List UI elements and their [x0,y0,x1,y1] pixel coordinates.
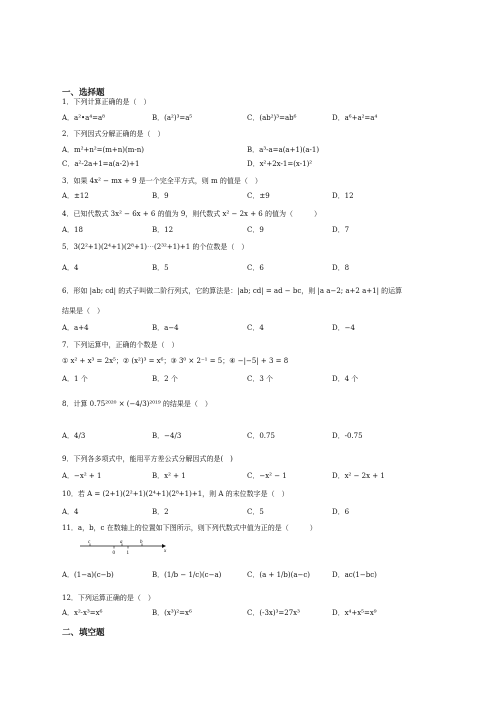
q12-option-c[interactable]: C．(-3x)³=27x³ [247,609,300,617]
section-title-fill-in: 二、填空题 [62,628,105,638]
question-6-stem-line2: 结果是（ ） [62,307,104,315]
q3-option-b[interactable]: B．9 [152,192,169,200]
q3-option-c[interactable]: C．±9 [247,192,270,200]
q6-option-c[interactable]: C．4 [247,324,264,332]
q12-option-d[interactable]: D．x⁴+x⁵=x⁹ [332,609,377,617]
label-b: b [140,540,143,545]
q2-option-a[interactable]: A．m²+n²=(m+n)(m-n) [62,146,144,154]
q11-option-a[interactable]: A．(1−a)(c−b) [62,571,114,579]
q5-option-c[interactable]: C．6 [247,264,264,272]
question-12-stem: 12．下列运算正确的是（ ） [62,594,155,602]
q10-option-b[interactable]: B．2 [152,508,169,516]
q8-option-c[interactable]: C．0.75 [247,432,275,440]
q3-option-a[interactable]: A．±12 [62,192,89,200]
q12-option-a[interactable]: A．x²·x³=x⁶ [62,609,103,617]
q8-option-d[interactable]: D．-0.75 [332,432,363,440]
label-1: 1 [126,551,129,556]
question-1-stem: 1．下列计算正确的是（ ） [62,98,151,106]
q5-option-b[interactable]: B．5 [152,264,169,272]
q11-option-b[interactable]: B．(1/b − 1/c)(c−a) [152,571,222,579]
q5-option-a[interactable]: A．4 [62,264,79,272]
q4-option-a[interactable]: A．18 [62,226,83,234]
q10-option-c[interactable]: C．5 [247,508,264,516]
q12-option-b[interactable]: B．(x³)²=x⁶ [152,609,192,617]
q9-option-c[interactable]: C．−x² − 1 [247,472,287,480]
q2-option-b[interactable]: B．a³-a=a(a+1)(a-1) [247,146,320,154]
question-4-stem: 4．已知代数式 3x² − 6x + 6 的值为 9，则代数式 x² − 2x + 6 的值为（ ） [62,210,321,218]
q2-option-d[interactable]: D．x²+2x-1=(x-1)² [247,160,313,168]
question-5-stem: 5．3(2²+1)(2⁴+1)(2⁸+1)⋯(2³²+1)+1 的个位数是（ ） [62,243,249,251]
q1-option-a[interactable]: A．a²•a⁴=a⁸ [62,114,105,122]
q4-option-b[interactable]: B．12 [152,226,174,234]
question-8-stem: 8．计算 0.75²⁰²⁰ × (−4/3)²⁰¹⁹ 的结果是（ ） [62,400,212,408]
q11-option-d[interactable]: D．ac(1−bc) [332,571,377,579]
label-0: 0 [112,551,115,556]
q8-option-a[interactable]: A．4/3 [62,432,86,440]
q2-option-c[interactable]: C．a²-2a+1=a(a-2)+1 [62,160,140,168]
q11-option-c[interactable]: C．(a + 1/b)(a−c) [247,571,311,579]
q7-option-a[interactable]: A．1 个 [62,375,88,383]
question-10-stem: 10．若 A = (2+1)(2²+1)(2⁴+1)(2⁸+1)+1，则 A 的末位数字是（ ） [62,490,289,498]
q1-option-d[interactable]: D．a⁶+a²=a⁴ [332,114,378,122]
q8-option-b[interactable]: B．−4/3 [152,432,182,440]
q7-option-c[interactable]: C．3 个 [247,375,274,383]
question-7-statements: ① x² + x³ = 2x⁵；② (x²)³ = x⁶；③ 3⁰ × 2⁻¹ = 5；④ −|−5| + 3 = 8 [62,357,289,365]
q4-option-d[interactable]: D．7 [332,226,350,234]
q10-option-a[interactable]: A．4 [62,508,79,516]
q9-option-a[interactable]: A．−x² + 1 [62,472,102,480]
question-6-stem: 6．形如 |ab; cd| 的式子叫做二阶行列式，它的算法是：|ab; cd| = ad − bc，则 |a a−2; a+2 a+1| 的运算 [62,287,403,295]
q3-option-d[interactable]: D．12 [332,192,354,200]
q6-option-b[interactable]: B．a−4 [152,324,179,332]
question-7-stem: 7．下列运算中，正确的个数是（ ） [62,341,179,349]
q6-option-d[interactable]: D．−4 [332,324,355,332]
q7-option-b[interactable]: B．2 个 [152,375,178,383]
label-a: a [120,540,123,545]
q5-option-d[interactable]: D．8 [332,264,350,272]
q6-option-a[interactable]: A．a+4 [62,324,89,332]
section-title-choice: 一、选择题 [62,88,105,98]
label-x: x [164,549,167,554]
q10-option-d[interactable]: D．6 [332,508,350,516]
q9-option-b[interactable]: B．x² + 1 [152,472,186,480]
q9-option-d[interactable]: D．x² − 2x + 1 [332,472,385,480]
label-c: c [88,540,91,545]
question-2-stem: 2．下列因式分解正确的是（ ） [62,130,165,138]
number-line-figure [78,538,170,558]
q7-option-d[interactable]: D．4 个 [332,375,359,383]
question-9-stem: 9．下列各多项式中，能用平方差公式分解因式的是( ) [62,455,233,463]
question-11-stem: 11．a，b，c 在数轴上的位置如下图所示，则下列代数式中值为正的是（ ） [62,524,317,532]
q1-option-b[interactable]: B．(a²)³=a⁵ [152,114,193,122]
q1-option-c[interactable]: C．(ab²)³=ab⁶ [247,114,297,122]
q4-option-c[interactable]: C．9 [247,226,264,234]
question-3-stem: 3．如果 4x² − mx + 9 是一个完全平方式，则 m 的值是（ ） [62,177,262,185]
number-line-arrow [162,544,166,548]
